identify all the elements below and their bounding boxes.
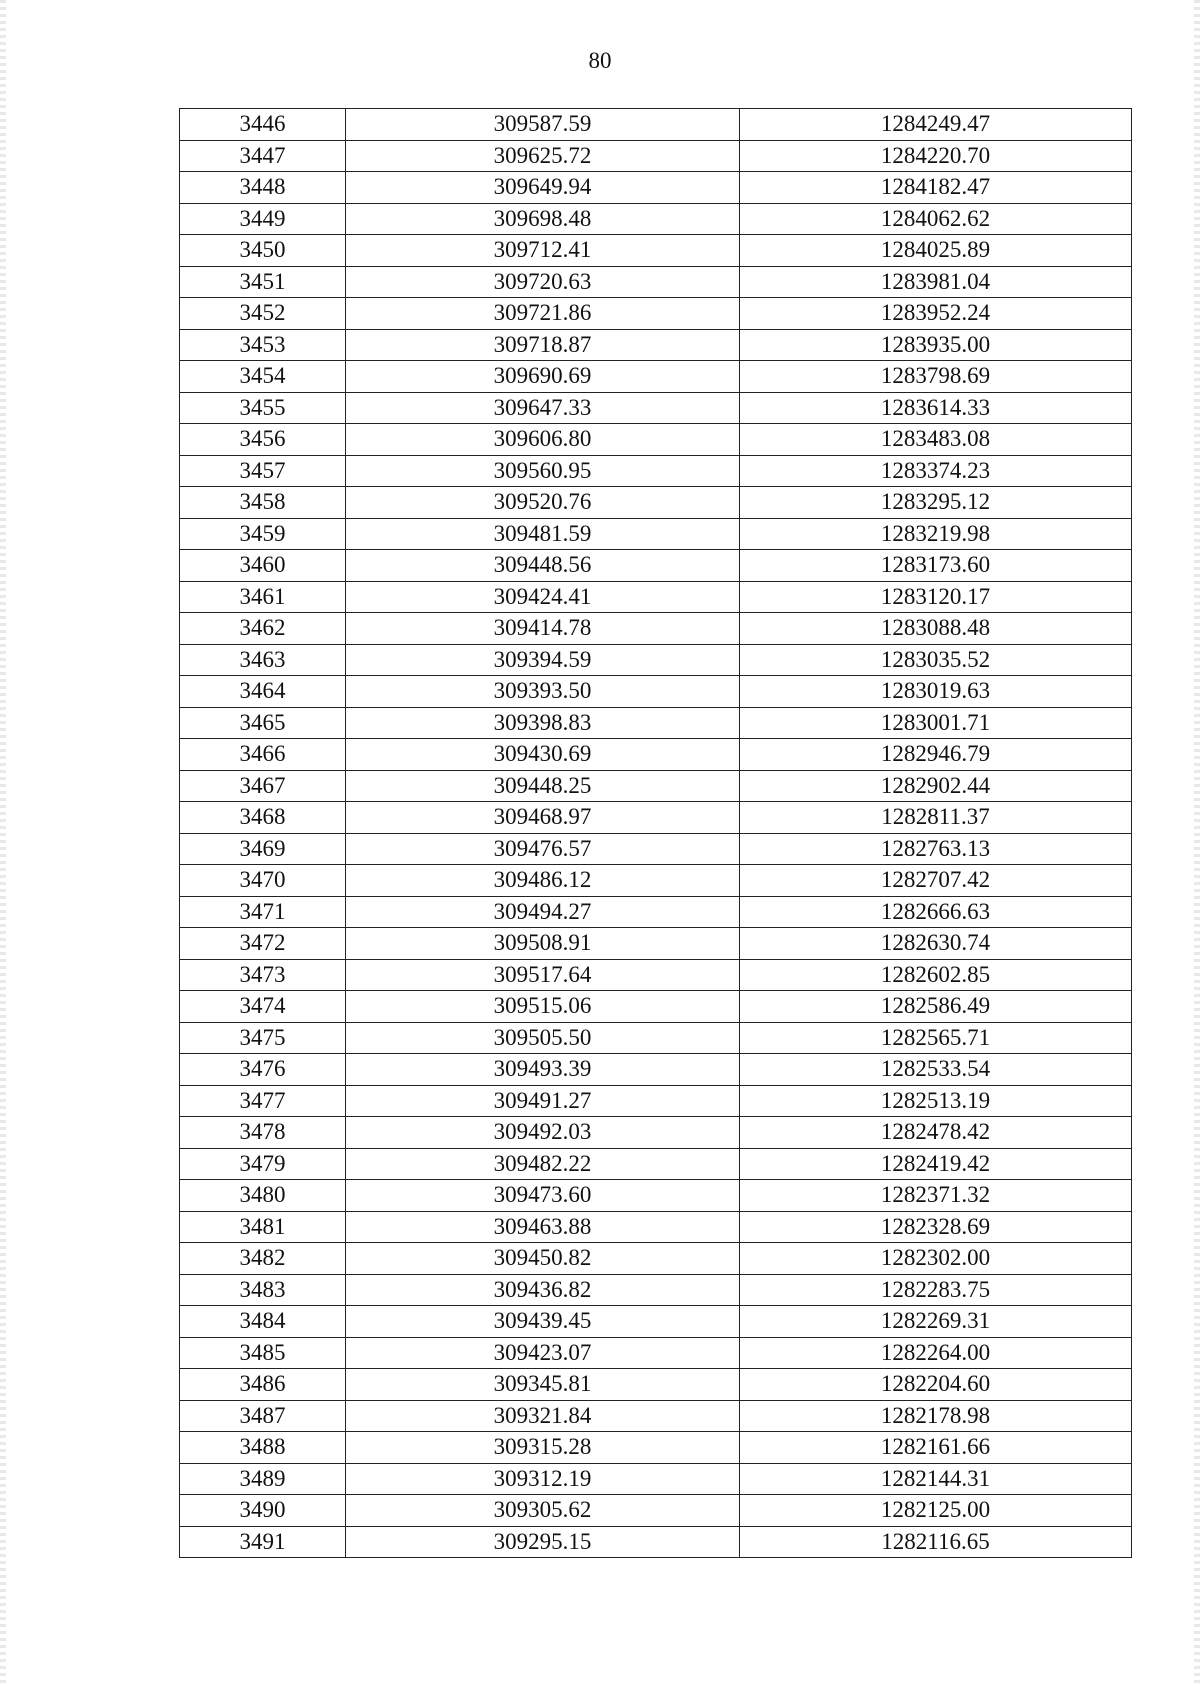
table-row bbox=[180, 487, 1132, 519]
y-coordinate-cell: 1284249.47 bbox=[740, 109, 1132, 141]
x-coordinate-cell: 309430.69 bbox=[346, 739, 740, 771]
y-coordinate-cell: 1282565.71 bbox=[740, 1022, 1132, 1054]
point-number-cell: 3483 bbox=[180, 1274, 346, 1306]
table-row bbox=[180, 518, 1132, 550]
x-coordinate-cell: 309517.64 bbox=[346, 959, 740, 991]
x-coordinate-cell: 309414.78 bbox=[346, 613, 740, 645]
point-number-cell: 3447 bbox=[180, 140, 346, 172]
point-number-cell: 3474 bbox=[180, 991, 346, 1023]
table-row bbox=[180, 203, 1132, 235]
point-number-cell: 3484 bbox=[180, 1306, 346, 1338]
x-coordinate-cell: 309515.06 bbox=[346, 991, 740, 1023]
y-coordinate-cell: 1282419.42 bbox=[740, 1148, 1132, 1180]
table-row bbox=[180, 329, 1132, 361]
x-coordinate-cell: 309295.15 bbox=[346, 1526, 740, 1558]
y-coordinate-cell: 1282125.00 bbox=[740, 1495, 1132, 1527]
point-number-cell: 3451 bbox=[180, 266, 346, 298]
y-coordinate-cell: 1283935.00 bbox=[740, 329, 1132, 361]
y-coordinate-cell: 1284025.89 bbox=[740, 235, 1132, 267]
table-row bbox=[180, 109, 1132, 141]
point-number-cell: 3471 bbox=[180, 896, 346, 928]
point-number-cell: 3482 bbox=[180, 1243, 346, 1275]
x-coordinate-cell: 309494.27 bbox=[346, 896, 740, 928]
point-number-cell: 3469 bbox=[180, 833, 346, 865]
table-row bbox=[180, 1180, 1132, 1212]
x-coordinate-cell: 309721.86 bbox=[346, 298, 740, 330]
y-coordinate-cell: 1282264.00 bbox=[740, 1337, 1132, 1369]
x-coordinate-cell: 309712.41 bbox=[346, 235, 740, 267]
y-coordinate-cell: 1282707.42 bbox=[740, 865, 1132, 897]
point-number-cell: 3466 bbox=[180, 739, 346, 771]
point-number-cell: 3486 bbox=[180, 1369, 346, 1401]
x-coordinate-cell: 309448.56 bbox=[346, 550, 740, 582]
y-coordinate-cell: 1282902.44 bbox=[740, 770, 1132, 802]
y-coordinate-cell: 1282302.00 bbox=[740, 1243, 1132, 1275]
x-coordinate-cell: 309508.91 bbox=[346, 928, 740, 960]
x-coordinate-cell: 309436.82 bbox=[346, 1274, 740, 1306]
point-number-cell: 3479 bbox=[180, 1148, 346, 1180]
y-coordinate-cell: 1283001.71 bbox=[740, 707, 1132, 739]
x-coordinate-cell: 309468.97 bbox=[346, 802, 740, 834]
point-number-cell: 3480 bbox=[180, 1180, 346, 1212]
y-coordinate-cell: 1283120.17 bbox=[740, 581, 1132, 613]
table-row bbox=[180, 266, 1132, 298]
table-row bbox=[180, 676, 1132, 708]
table-row bbox=[180, 644, 1132, 676]
x-coordinate-cell: 309649.94 bbox=[346, 172, 740, 204]
x-coordinate-cell: 309698.48 bbox=[346, 203, 740, 235]
x-coordinate-cell: 309393.50 bbox=[346, 676, 740, 708]
y-coordinate-cell: 1283798.69 bbox=[740, 361, 1132, 393]
point-number-cell: 3468 bbox=[180, 802, 346, 834]
y-coordinate-cell: 1283219.98 bbox=[740, 518, 1132, 550]
y-coordinate-cell: 1282371.32 bbox=[740, 1180, 1132, 1212]
table-row bbox=[180, 865, 1132, 897]
point-number-cell: 3456 bbox=[180, 424, 346, 456]
table-row bbox=[180, 235, 1132, 267]
point-number-cell: 3464 bbox=[180, 676, 346, 708]
y-coordinate-cell: 1282586.49 bbox=[740, 991, 1132, 1023]
point-number-cell: 3475 bbox=[180, 1022, 346, 1054]
table-row bbox=[180, 1148, 1132, 1180]
y-coordinate-cell: 1283483.08 bbox=[740, 424, 1132, 456]
x-coordinate-cell: 309476.57 bbox=[346, 833, 740, 865]
table-row bbox=[180, 1369, 1132, 1401]
point-number-cell: 3476 bbox=[180, 1054, 346, 1086]
y-coordinate-cell: 1282116.65 bbox=[740, 1526, 1132, 1558]
scan-edge-left bbox=[0, 0, 6, 1686]
point-number-cell: 3458 bbox=[180, 487, 346, 519]
x-coordinate-cell: 309398.83 bbox=[346, 707, 740, 739]
x-coordinate-cell: 309718.87 bbox=[346, 329, 740, 361]
scan-edge-right bbox=[1194, 0, 1200, 1686]
y-coordinate-cell: 1282269.31 bbox=[740, 1306, 1132, 1338]
y-coordinate-cell: 1282204.60 bbox=[740, 1369, 1132, 1401]
table-row bbox=[180, 1054, 1132, 1086]
y-coordinate-cell: 1282144.31 bbox=[740, 1463, 1132, 1495]
x-coordinate-cell: 309345.81 bbox=[346, 1369, 740, 1401]
table-row bbox=[180, 991, 1132, 1023]
x-coordinate-cell: 309560.95 bbox=[346, 455, 740, 487]
y-coordinate-cell: 1282763.13 bbox=[740, 833, 1132, 865]
point-number-cell: 3487 bbox=[180, 1400, 346, 1432]
page-number: 80 bbox=[588, 48, 612, 73]
table-row bbox=[180, 707, 1132, 739]
x-coordinate-cell: 309520.76 bbox=[346, 487, 740, 519]
point-number-cell: 3446 bbox=[180, 109, 346, 141]
table-row bbox=[180, 896, 1132, 928]
x-coordinate-cell: 309481.59 bbox=[346, 518, 740, 550]
x-coordinate-cell: 309448.25 bbox=[346, 770, 740, 802]
table-row bbox=[180, 739, 1132, 771]
y-coordinate-cell: 1282478.42 bbox=[740, 1117, 1132, 1149]
table-row bbox=[180, 140, 1132, 172]
x-coordinate-cell: 309493.39 bbox=[346, 1054, 740, 1086]
table-row bbox=[180, 392, 1132, 424]
y-coordinate-cell: 1282328.69 bbox=[740, 1211, 1132, 1243]
coordinates-table bbox=[179, 108, 1132, 1558]
table-row bbox=[180, 770, 1132, 802]
coordinates-table-body bbox=[180, 109, 1132, 1558]
point-number-cell: 3490 bbox=[180, 1495, 346, 1527]
table-row bbox=[180, 1495, 1132, 1527]
y-coordinate-cell: 1283614.33 bbox=[740, 392, 1132, 424]
y-coordinate-cell: 1283019.63 bbox=[740, 676, 1132, 708]
point-number-cell: 3459 bbox=[180, 518, 346, 550]
point-number-cell: 3470 bbox=[180, 865, 346, 897]
x-coordinate-cell: 309625.72 bbox=[346, 140, 740, 172]
y-coordinate-cell: 1283035.52 bbox=[740, 644, 1132, 676]
y-coordinate-cell: 1282630.74 bbox=[740, 928, 1132, 960]
table-row bbox=[180, 1463, 1132, 1495]
table-row bbox=[180, 833, 1132, 865]
point-number-cell: 3488 bbox=[180, 1432, 346, 1464]
table-row bbox=[180, 959, 1132, 991]
point-number-cell: 3489 bbox=[180, 1463, 346, 1495]
x-coordinate-cell: 309486.12 bbox=[346, 865, 740, 897]
y-coordinate-cell: 1283952.24 bbox=[740, 298, 1132, 330]
y-coordinate-cell: 1283295.12 bbox=[740, 487, 1132, 519]
x-coordinate-cell: 309305.62 bbox=[346, 1495, 740, 1527]
table-row bbox=[180, 1306, 1132, 1338]
point-number-cell: 3453 bbox=[180, 329, 346, 361]
point-number-cell: 3452 bbox=[180, 298, 346, 330]
x-coordinate-cell: 309491.27 bbox=[346, 1085, 740, 1117]
x-coordinate-cell: 309450.82 bbox=[346, 1243, 740, 1275]
table-row bbox=[180, 581, 1132, 613]
table-row bbox=[180, 298, 1132, 330]
point-number-cell: 3460 bbox=[180, 550, 346, 582]
x-coordinate-cell: 309321.84 bbox=[346, 1400, 740, 1432]
point-number-cell: 3449 bbox=[180, 203, 346, 235]
table-row bbox=[180, 455, 1132, 487]
point-number-cell: 3477 bbox=[180, 1085, 346, 1117]
table-row bbox=[180, 1243, 1132, 1275]
table-row bbox=[180, 1526, 1132, 1558]
table-row bbox=[180, 361, 1132, 393]
table-row bbox=[180, 1274, 1132, 1306]
x-coordinate-cell: 309606.80 bbox=[346, 424, 740, 456]
x-coordinate-cell: 309505.50 bbox=[346, 1022, 740, 1054]
point-number-cell: 3461 bbox=[180, 581, 346, 613]
x-coordinate-cell: 309647.33 bbox=[346, 392, 740, 424]
y-coordinate-cell: 1283173.60 bbox=[740, 550, 1132, 582]
table-row bbox=[180, 550, 1132, 582]
x-coordinate-cell: 309587.59 bbox=[346, 109, 740, 141]
table-row bbox=[180, 172, 1132, 204]
point-number-cell: 3473 bbox=[180, 959, 346, 991]
y-coordinate-cell: 1282666.63 bbox=[740, 896, 1132, 928]
table-row bbox=[180, 1211, 1132, 1243]
y-coordinate-cell: 1282161.66 bbox=[740, 1432, 1132, 1464]
y-coordinate-cell: 1283374.23 bbox=[740, 455, 1132, 487]
x-coordinate-cell: 309492.03 bbox=[346, 1117, 740, 1149]
table-row bbox=[180, 1085, 1132, 1117]
x-coordinate-cell: 309690.69 bbox=[346, 361, 740, 393]
x-coordinate-cell: 309720.63 bbox=[346, 266, 740, 298]
y-coordinate-cell: 1282946.79 bbox=[740, 739, 1132, 771]
point-number-cell: 3455 bbox=[180, 392, 346, 424]
y-coordinate-cell: 1282178.98 bbox=[740, 1400, 1132, 1432]
point-number-cell: 3457 bbox=[180, 455, 346, 487]
table-row bbox=[180, 613, 1132, 645]
x-coordinate-cell: 309424.41 bbox=[346, 581, 740, 613]
y-coordinate-cell: 1283981.04 bbox=[740, 266, 1132, 298]
x-coordinate-cell: 309473.60 bbox=[346, 1180, 740, 1212]
point-number-cell: 3472 bbox=[180, 928, 346, 960]
point-number-cell: 3481 bbox=[180, 1211, 346, 1243]
point-number-cell: 3450 bbox=[180, 235, 346, 267]
table-row bbox=[180, 424, 1132, 456]
y-coordinate-cell: 1284220.70 bbox=[740, 140, 1132, 172]
table-row bbox=[180, 1400, 1132, 1432]
y-coordinate-cell: 1284062.62 bbox=[740, 203, 1132, 235]
table-row bbox=[180, 1432, 1132, 1464]
point-number-cell: 3491 bbox=[180, 1526, 346, 1558]
x-coordinate-cell: 309312.19 bbox=[346, 1463, 740, 1495]
point-number-cell: 3463 bbox=[180, 644, 346, 676]
table-row bbox=[180, 928, 1132, 960]
y-coordinate-cell: 1282533.54 bbox=[740, 1054, 1132, 1086]
y-coordinate-cell: 1283088.48 bbox=[740, 613, 1132, 645]
table-row bbox=[180, 1117, 1132, 1149]
x-coordinate-cell: 309315.28 bbox=[346, 1432, 740, 1464]
y-coordinate-cell: 1282283.75 bbox=[740, 1274, 1132, 1306]
point-number-cell: 3485 bbox=[180, 1337, 346, 1369]
point-number-cell: 3448 bbox=[180, 172, 346, 204]
table-row bbox=[180, 1022, 1132, 1054]
x-coordinate-cell: 309423.07 bbox=[346, 1337, 740, 1369]
point-number-cell: 3478 bbox=[180, 1117, 346, 1149]
point-number-cell: 3462 bbox=[180, 613, 346, 645]
table-row bbox=[180, 802, 1132, 834]
y-coordinate-cell: 1282811.37 bbox=[740, 802, 1132, 834]
point-number-cell: 3454 bbox=[180, 361, 346, 393]
y-coordinate-cell: 1284182.47 bbox=[740, 172, 1132, 204]
y-coordinate-cell: 1282602.85 bbox=[740, 959, 1132, 991]
x-coordinate-cell: 309394.59 bbox=[346, 644, 740, 676]
table-row bbox=[180, 1337, 1132, 1369]
x-coordinate-cell: 309463.88 bbox=[346, 1211, 740, 1243]
y-coordinate-cell: 1282513.19 bbox=[740, 1085, 1132, 1117]
point-number-cell: 3467 bbox=[180, 770, 346, 802]
x-coordinate-cell: 309439.45 bbox=[346, 1306, 740, 1338]
point-number-cell: 3465 bbox=[180, 707, 346, 739]
x-coordinate-cell: 309482.22 bbox=[346, 1148, 740, 1180]
